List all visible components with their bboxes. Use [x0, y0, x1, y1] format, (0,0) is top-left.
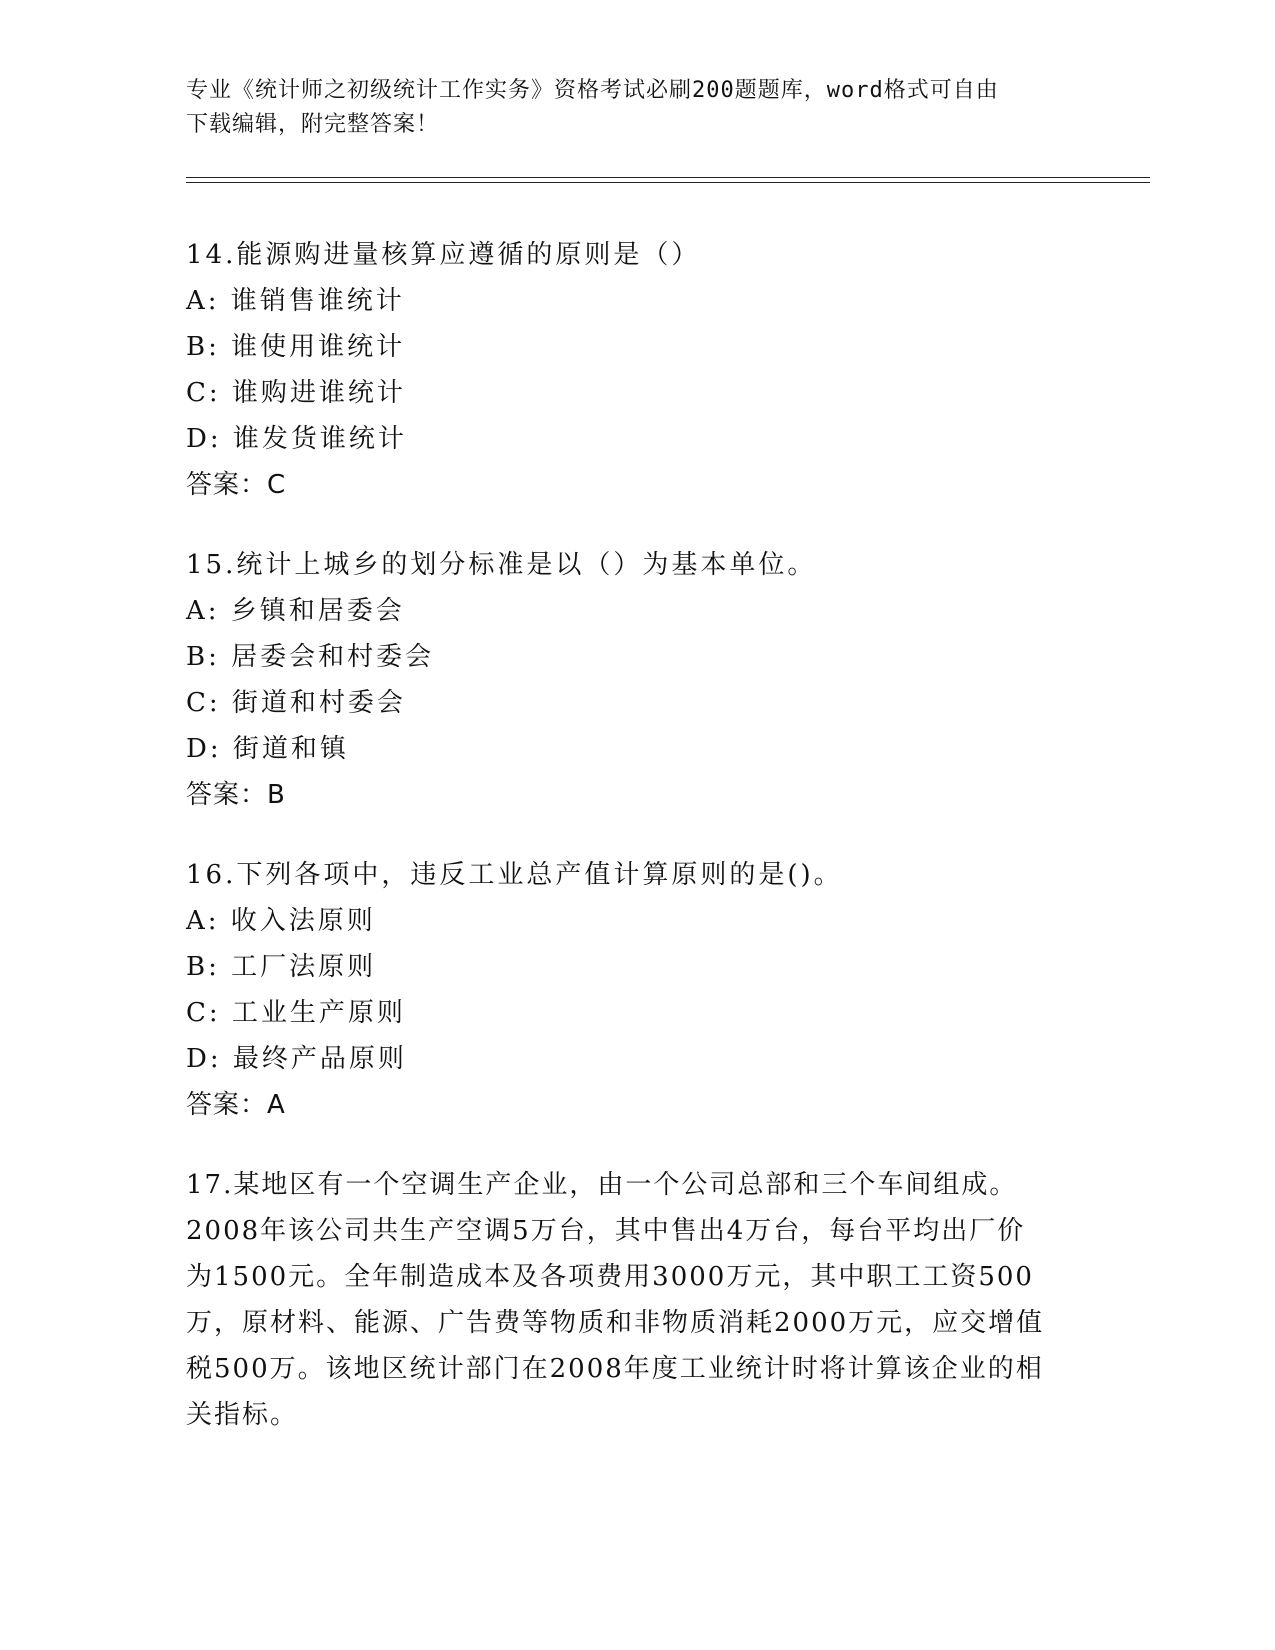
- option-b: B: 谁使用谁统计: [186, 332, 406, 362]
- document-header: [186, 74, 1066, 142]
- question-17-line: 万，原材料、能源、广告费等物质和非物质消耗2000万元，应交增值: [186, 1308, 1045, 1338]
- question-stem: 16.下列各项中，违反工业总产值计算原则的是()。: [186, 860, 843, 890]
- header-divider-top: [186, 177, 1150, 178]
- question-stem: 14.能源购进量核算应遵循的原则是（）: [186, 240, 701, 270]
- question-17-line: 17.某地区有一个空调生产企业，由一个公司总部和三个车间组成。: [186, 1170, 1018, 1200]
- question-list: [186, 232, 1086, 1438]
- answer-line: 答案：A: [186, 1090, 286, 1120]
- option-c: C: 工业生产原则: [186, 998, 406, 1028]
- option-a: A: 收入法原则: [186, 906, 376, 936]
- option-d: D: 街道和镇: [186, 734, 349, 764]
- option-a: A: 谁销售谁统计: [186, 286, 405, 316]
- question-17-line: 关指标。: [186, 1400, 299, 1430]
- question-stem: 15.统计上城乡的划分标准是以（）为基本单位。: [186, 550, 817, 580]
- question-17-line: 税500万。该地区统计部门在2008年度工业统计时将计算该企业的相: [186, 1354, 1044, 1384]
- header-line-1: 专业《统计师之初级统计工作实务》资格考试必刷200题题库，word格式可自由: [186, 78, 999, 103]
- answer-line: 答案：C: [186, 470, 287, 500]
- question-14: [186, 232, 1086, 508]
- option-d: D: 谁发货谁统计: [186, 424, 407, 454]
- option-c: C: 街道和村委会: [186, 688, 406, 718]
- option-b: B: 居委会和村委会: [186, 642, 435, 672]
- question-17: [186, 1162, 1066, 1438]
- question-16: [186, 852, 1086, 1128]
- option-b: B: 工厂法原则: [186, 952, 377, 982]
- question-15: [186, 542, 1086, 818]
- header-line-2: 下载编辑，附完整答案！: [186, 112, 440, 137]
- question-17-line: 2008年该公司共生产空调5万台，其中售出4万台，每台平均出厂价: [186, 1216, 1026, 1246]
- option-a: A: 乡镇和居委会: [186, 596, 405, 626]
- header-divider-bottom: [186, 182, 1150, 183]
- answer-line: 答案：B: [186, 780, 286, 810]
- option-c: C: 谁购进谁统计: [186, 378, 406, 408]
- option-d: D: 最终产品原则: [186, 1044, 407, 1074]
- question-17-line: 为1500元。全年制造成本及各项费用3000万元，其中职工工资500: [186, 1262, 1034, 1292]
